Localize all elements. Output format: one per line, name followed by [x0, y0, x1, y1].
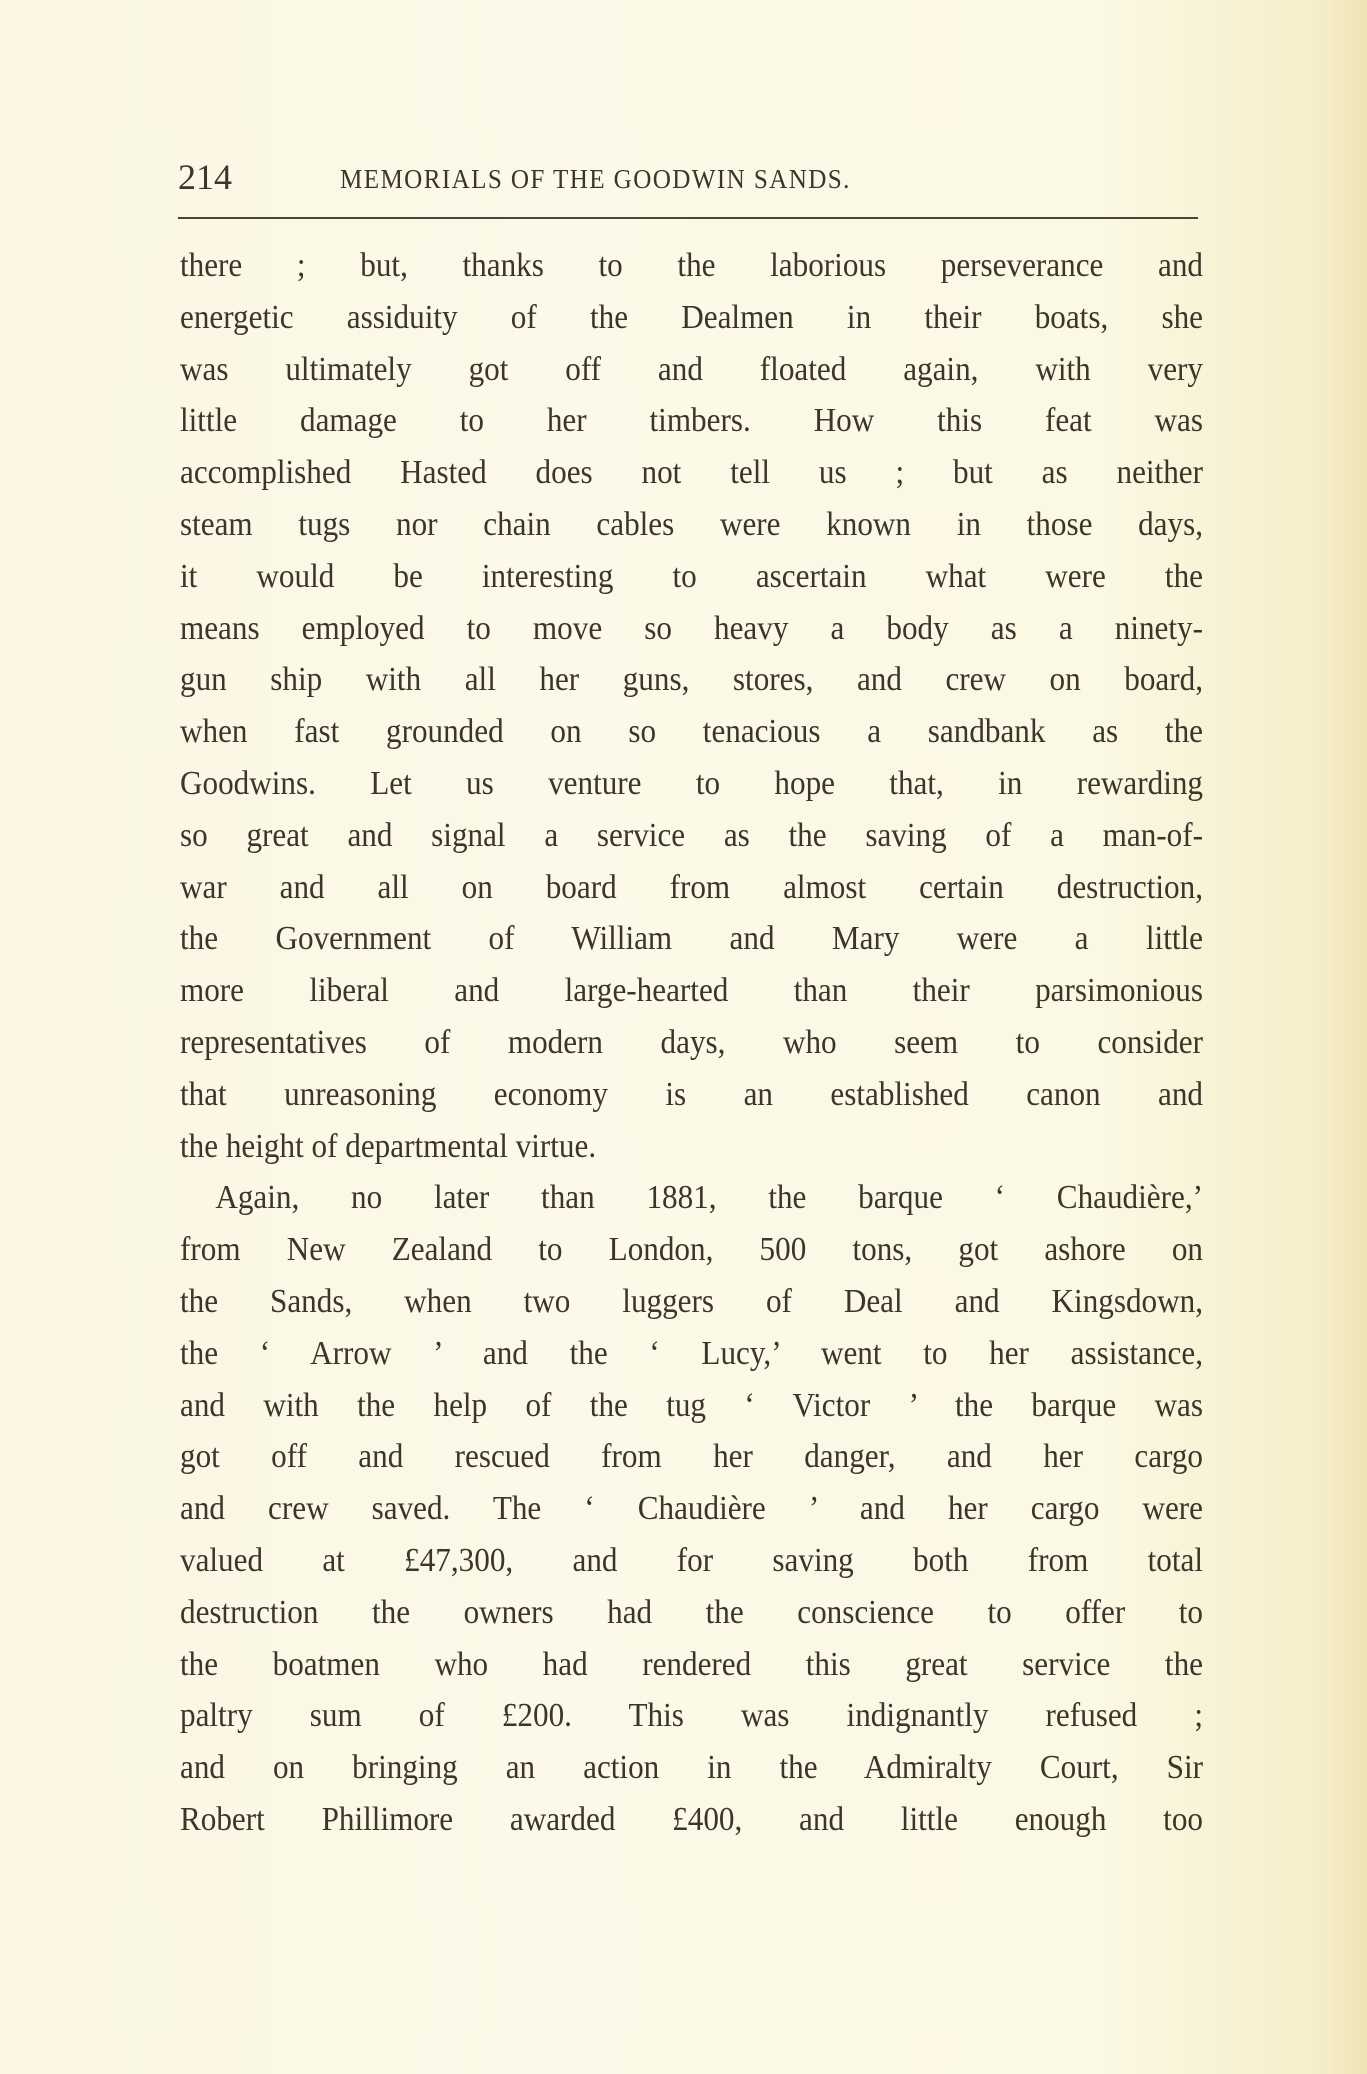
text-line: valued at £47,300, and for saving both from total	[180, 1541, 1203, 1579]
header-rule	[178, 217, 1198, 219]
text-line: destruction the owners had the conscience to offer to	[180, 1593, 1203, 1631]
text-line: the boatmen who had rendered this great service the	[180, 1645, 1203, 1683]
text-line: and on bringing an action in the Admiralty Court, Sir	[180, 1749, 1203, 1787]
paragraph-end-line: the height of departmental virtue.	[180, 1127, 597, 1165]
text-line: that unreasoning economy is an established canon and	[180, 1075, 1203, 1113]
page-number: 214	[178, 157, 232, 197]
text-line: more liberal and large-hearted than their parsimonious	[180, 972, 1203, 1010]
text-line: from New Zealand to London, 500 tons, got ashore on	[180, 1231, 1203, 1269]
text-line: Robert Phillimore awarded £400, and little enough too	[180, 1800, 1203, 1838]
page-header	[178, 152, 1198, 202]
text-line: when fast grounded on so tenacious a sandbank as the	[180, 713, 1203, 751]
text-line: steam tugs nor chain cables were known in those days,	[180, 505, 1203, 543]
text-line: so great and signal a service as the saving of a man-of-	[180, 816, 1203, 854]
paragraph-start-line: Again, no later than 1881, the barque ‘ Chaudière,’	[215, 1179, 1204, 1217]
text-line: was ultimately got off and floated again, with very	[180, 350, 1203, 388]
text-line: the Government of William and Mary were a little	[180, 920, 1203, 958]
text-line: means employed to move so heavy a body as a ninety-	[180, 609, 1203, 647]
text-line: and with the help of the tug ‘ Victor ’ the barque was	[180, 1386, 1203, 1424]
text-line: Goodwins. Let us venture to hope that, in rewarding	[180, 764, 1203, 802]
text-line: got off and rescued from her danger, and her cargo	[180, 1438, 1203, 1476]
body-text	[180, 240, 1204, 1846]
text-line: there ; but, thanks to the laborious perseverance and	[180, 247, 1203, 284]
text-line: little damage to her timbers. How this feat was	[180, 402, 1203, 440]
text-line: paltry sum of £200. This was indignantly refused ;	[180, 1697, 1203, 1735]
text-line: energetic assiduity of the Dealmen in their boats, she	[180, 298, 1203, 336]
text-line: it would be interesting to ascertain what were the	[180, 557, 1203, 595]
running-title: MEMORIALS OF THE GOODWIN SANDS.	[340, 164, 851, 194]
text-line: war and all on board from almost certain destruction,	[180, 868, 1203, 906]
text-line: the Sands, when two luggers of Deal and Kingsdown,	[180, 1282, 1203, 1320]
text-line: and crew saved. The ‘ Chaudière ’ and her cargo were	[180, 1490, 1203, 1528]
text-line: representatives of modern days, who seem to consider	[180, 1023, 1203, 1061]
text-line: the ‘ Arrow ’ and the ‘ Lucy,’ went to her assistance,	[180, 1334, 1203, 1372]
text-line: accomplished Hasted does not tell us ; but as neither	[180, 454, 1203, 492]
text-line: gun ship with all her guns, stores, and crew on board,	[180, 661, 1203, 699]
